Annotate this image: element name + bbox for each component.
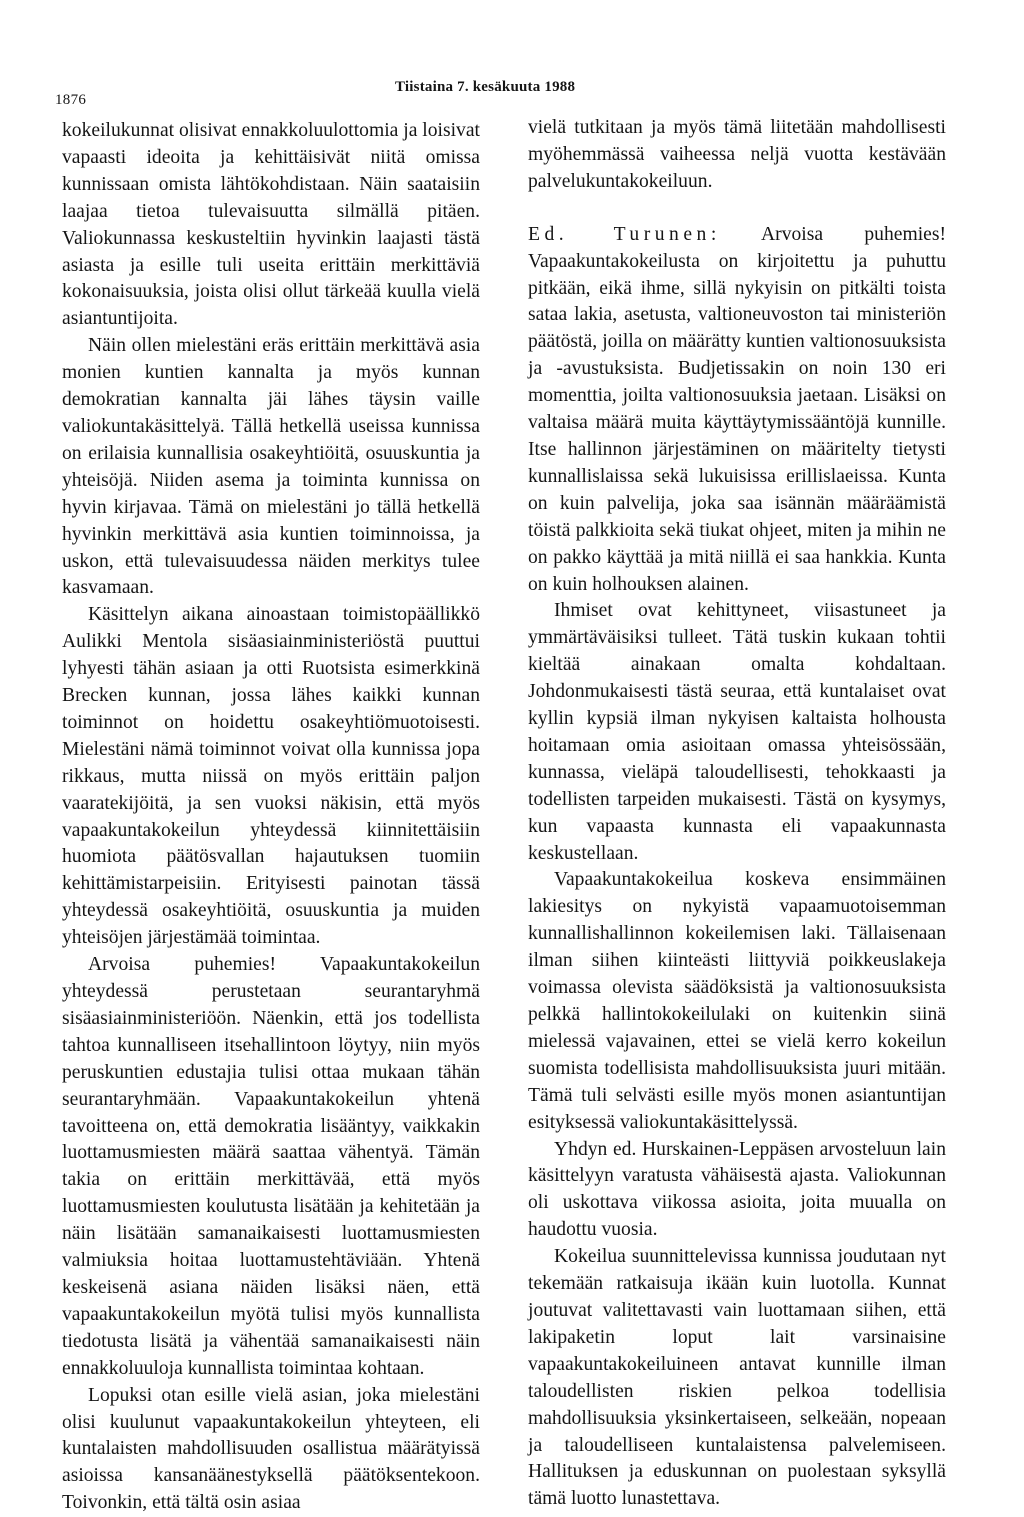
paragraph: Yhdyn ed. Hurskainen-Leppäsen arvosteluun lain käsittelyyn varatusta vähäisestä ajasta. Valiokunnan oli uskottava viikossa asioita, joita muualla on haudottu vuosia. <box>528 1138 946 1241</box>
page-number: 1876 <box>55 92 87 108</box>
paragraph: Vapaakuntakokeilua koskeva ensimmäinen lakiesitys on nykyistä vapaamuotoisemman kunnallishallinnon kokeilemisen laki. Tällaisenaan ilman siihen kiinteästi liittyviä poikkeuslakeja voimassa olevista säädöksistä ja valtionosuuksista pelkkä hallintokokeilulaki on kuitenkin siinä mielessä vajavainen, ettei se vielä kerro kokeilun suomista todellisista mahdollisuuksista juuri mitään. Tämä tuli selvästi esille myös monen asiantuntijan esityksessä valiokuntakäsittelyssä. <box>528 869 946 1133</box>
left-column <box>62 118 480 1517</box>
running-head-date: Tiistaina 7. kesäkuuta 1988 <box>395 79 576 95</box>
paragraph: Ihmiset ovat kehittyneet, viisastuneet ja ymmärtäväisiksi tulleet. Tätä tuskin kukaan tohtii kieltää ainakaan omalta kohdaltaan. Johdonmukaisesti tästä seuraa, että kuntalaiset ovat kyllin kypsiä ilman nykyisen kaltaista holhousta hoitamaan omia asioitaan omassa yhteisössään, kunnassa, vieläpä taloudellisesti, tehokkaasti ja todellisten tarpeiden mukaisesti. Tästä on kysymys, kun vapaasta kunnasta eli vapaakunnasta keskustellaan. <box>528 600 946 864</box>
speaker-name: Ed. Turunen: <box>528 223 721 245</box>
paragraph: vielä tutkitaan ja myös tämä liitetään mahdollisesti myöhemmässä vaiheessa neljä vuotta kestävään palvelukuntakokeiluun. <box>528 117 946 192</box>
speech-text: Arvoisa puhemies! Vapaakuntakokeilusta on kirjoitettu ja puhuttu pitkään, eikä ihme, sillä nykyisin on pitkälti toista sataa lakia, asetusta, valtioneuvoston tai ministeriön päätöstä, joilla on määrätty kuntien valtionosuuksista ja -avustuksista. Budjetissakin on noin 130 eri momenttia, joilta valtionosuuksia jaetaan. Lisäksi on valtaisa määrä muita käyttäytymissääntöjä kunnille. Itse hallinnon järjestäminen on määritelty tietysti kunnallislaissa sekä lukuisissa erillislaeissa. Kunta on kuin palvelija, joka saa isännän määräämistä töistä palkkioita sekä tiukat ohjeet, miten ja mihin ne on pakko käyttää ja mitä niillä ei saa hankkia. Kunta on kuin holhouksen alainen. <box>528 223 946 595</box>
paragraph: Arvoisa puhemies! Vapaakuntakokeilun yhteydessä perustetaan seurantaryhmä sisäasiainministeriöön. Näenkin, että jos todellista tahtoa kunnalliseen itsehallintoon löytyy, niin myös peruskuntien edustajia tulisi ottaa mukaan tähän seurantaryhmään. Vapaakuntakokeilun yhtenä tavoitteena on, että demokratia lisääntyy, vaikkakin luottamusmiesten määrä saattaa vähentyä. Tämän takia on erittäin merkittävää, että myös luottamusmiesten koulutusta lisätään ja kehitetään ja näin lisätään samanaikaisesti luottamusmiesten valmiuksia hoitaa luottamustehtäviään. Yhtenä keskeisenä asiana näiden lisäksi näen, että vapaakuntakokeilun myötä tulisi myös kunnallista tiedotusta lisätä ja vähentää samanaikaisesti näin ennakkoluuloja kunnallista toimintaa kohtaan. <box>62 954 480 1379</box>
paragraph: kokeilukunnat olisivat ennakkoluulottomia ja loisivat vapaasti ideoita ja kehittäisivät niitä omissa kunnissaan omista lähtökohdistaan. Näin saataisiin laajaa tietoa tulevaisuutta silmällä pitäen. Valiokunnassa keskusteltiin hyvinkin laajasti tästä asiasta ja esille tuli useita erittäin merkittäviä kokonaisuuksia, joista olisi ollut tärkeää kuulla vielä asiantuntijoita. <box>62 120 480 330</box>
paragraph: Näin ollen mielestäni eräs erittäin merkittävä asia monien kuntien kannalta ja myös kunnan demokratian kannalta jäi lähes täysin vaille valiokuntakäsittelyä. Tällä hetkellä useissa kunnissa on erilaisia kunnallisia osakeyhtiöitä, osuuskuntia ja yhteisöjä. Niiden asema ja toiminta kunnissa on hyvin kirjavaa. Tämä on mielestäni jo tällä hetkellä hyvinkin merkittävä asia kuntien toiminnoissa, ja uskon, että tulevaisuudessa näiden merkitys tulee kasvamaan. <box>62 335 480 599</box>
paragraph: Lopuksi otan esille vielä asian, joka mielestäni olisi kuulunut vapaakuntakokeilun yhteyteen, eli kuntalaisten mahdollisuuden osallistua määrätyissä asioissa kansanäänestyksellä päätöksentekoon. Toivonkin, että tältä osin asiaa <box>62 1384 480 1514</box>
paragraph: Kokeilua suunnittelevissa kunnissa joudutaan nyt tekemään ratkaisuja ikään kuin luotolla. Kunnat joutuvat valitettavasti vain luottamaan siihen, että lakipaketin loput lait varsinaisine vapaakuntakokeiluineen antavat kunnille ilman taloudellisten riskien pelkoa todellisia mahdollisuuksia yksinkertaiseen, selkeään, nopeaan ja taloudelliseen kuntalaistensa palvelemiseen. Hallituksen ja eduskunnan on puolestaan syksyllä tämä luotto lunastettava. <box>528 1246 946 1510</box>
right-column <box>528 115 946 1513</box>
paragraph: Käsittelyn aikana ainoastaan toimistopäällikkö Aulikki Mentola sisäasiainministeriöstä puuttui lyhyesti tähän asiaan ja otti Ruotsista esimerkkinä Brecken kunnan, jossa lähes kaikki kunnan toiminnot on hoidettu osakeyhtiömuotoisesti. Mielestäni nämä toiminnot voivat olla kunnissa jopa rikkaus, mutta niissä on myös erittäin paljon vaaratekijöitä, ja sen vuoksi näkisin, että myös vapaakuntakokeilun yhteydessä kiinnitettäisiin huomiota päätösvallan hajautuksen tuomiin kehittämistarpeisiin. Erityisesti painotan tässä yhteydessä osakeyhtiöitä, osuuskuntia ja muiden yhteisöjen järjestämää toimintaa. <box>62 604 480 949</box>
speech-opening <box>528 222 946 599</box>
